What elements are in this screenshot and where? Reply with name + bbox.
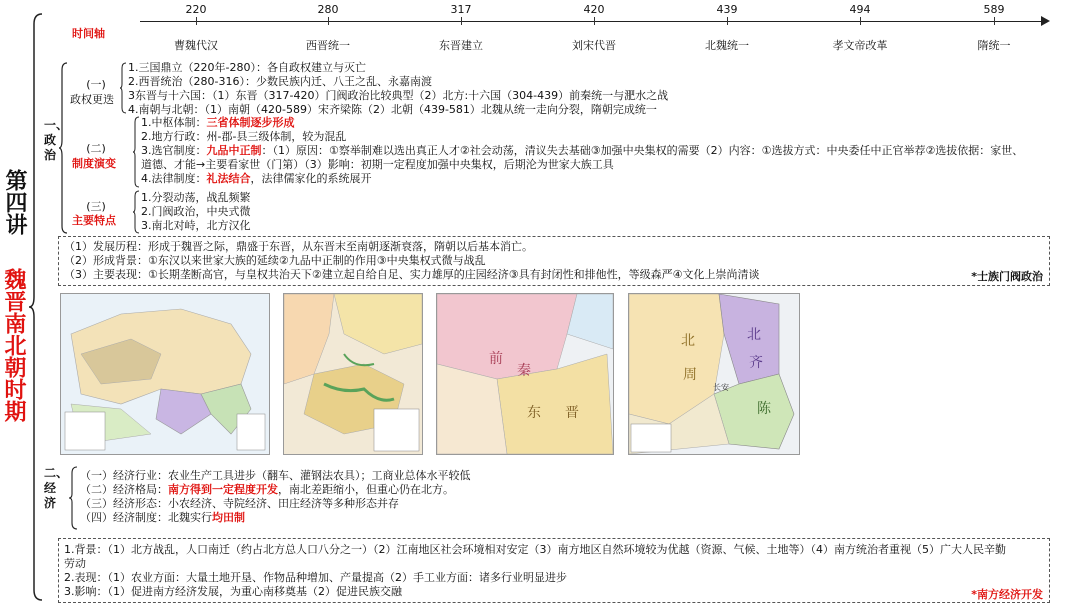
gentry-list [64, 240, 759, 282]
features-list [141, 191, 251, 233]
system-list [141, 116, 1023, 186]
features-label: 主要特点 [72, 214, 116, 227]
left-brace [28, 12, 44, 602]
timeline-year: 494 [849, 3, 871, 16]
south-line-1: 1.背景：（1）北方战乱，人口南迁（约占北方总人口八分之一）（2）江南地区社会环境相对安定（3）南方地区自然环境较为优越（资源、气候、土地等）（4）南方统治者重视（5）广大人民辛勤 [64, 543, 1006, 556]
map3-label-d: 晋 [565, 405, 579, 421]
regime-brace [119, 62, 127, 114]
timeline-tick [860, 17, 861, 25]
economy-l2-highlight: 南方得到一定程度开发 [168, 483, 278, 496]
map-former-qin-eastern-jin [436, 293, 614, 455]
timeline-label: 时间轴 [72, 27, 105, 40]
timeline-tick [461, 17, 462, 25]
system-num: (二) [86, 142, 106, 155]
timeline-event: 西晋统一 [306, 39, 350, 52]
timeline-year: 317 [450, 3, 472, 16]
map4-label-a: 北 [681, 333, 695, 349]
regime-list [128, 61, 668, 117]
south-tag: *南方经济开发 [971, 588, 1043, 601]
politics-heading: 一、政治 [44, 118, 69, 162]
timeline-year: 420 [583, 3, 605, 16]
regime-line-1: 1.三国鼎立（220年-280）：各自政权建立与灭亡 [128, 61, 366, 74]
gentry-tag: *士族门阀政治 [971, 270, 1043, 283]
timeline-event: 隋统一 [977, 39, 1011, 52]
system-label: 制度演变 [72, 157, 116, 170]
system-l3-label: 3.选官制度： [141, 144, 207, 157]
system-l1-label: 1.中枢体制： [141, 116, 207, 129]
regime-line-3: 3东晋与十六国：（1）东晋（317-420）门阀政治比较典型（2）北方:十六国（304-439）前秦统一与淝水之战 [128, 89, 669, 102]
system-l3-highlight: 九品中正制 [206, 144, 262, 157]
economy-list [80, 469, 471, 525]
map-three-kingdoms [60, 293, 270, 455]
system-line-2: 2.地方行政：州-郡-县三级体制，较为混乱 [141, 130, 347, 143]
regime-line-4: 4.南朝与北朝：（1）南朝（420-589）宋齐梁陈（2）北朝（439-581）北魏从统一走向分裂，隋朝完成统一 [128, 103, 657, 116]
timeline-tick [727, 17, 728, 25]
page-title: 魏晋南北朝时期 [1, 268, 26, 422]
timeline-year: 589 [983, 3, 1005, 16]
system-line-3 [141, 144, 1023, 158]
economy-l4-label: （四）经济制度：北魏实行 [80, 511, 212, 524]
regime-label: 政权更迭 [70, 93, 114, 106]
system-l4-text: ，法律儒家化的系统展开 [250, 172, 372, 185]
gentry-line-3: （3）主要表现：①长期垄断高官，与皇权共治天下②建立起自给自足、实力雄厚的庄园经济③具有封闭性和排他性，等级森严④文化上崇尚清谈 [64, 268, 760, 281]
system-line-3b: 道德、才能→主要看家世（门第）（3）影响：初期一定程度加强中央集权，后期沦为世家大族工具 [141, 158, 614, 171]
features-line-1: 1.分裂动荡，战乱频繁 [141, 191, 251, 204]
map4-label-e: 陈 [757, 401, 771, 417]
system-l1-highlight: 三省体制逐步形成 [206, 116, 295, 129]
timeline-tick [328, 17, 329, 25]
timeline-event: 北魏统一 [705, 39, 749, 52]
map4-label-f: 长安 [713, 383, 729, 392]
system-brace [132, 116, 140, 188]
gentry-line-1: （1）发展历程：形成于魏晋之际，鼎盛于东晋，从东晋末至南朝逐渐衰落，隋朝以后基本消亡。 [64, 240, 533, 253]
timeline-event: 曹魏代汉 [174, 39, 218, 52]
economy-l2-label: （二）经济格局： [80, 483, 168, 496]
gentry-line-2: （2）形成背景：①东汉以来世家大族的延续②九品中正制的作用③中央集权式微与战乱 [64, 254, 486, 267]
map3-label-c: 东 [527, 405, 541, 421]
system-l4-label: 4.法律制度： [141, 172, 207, 185]
south-line-4: 3.影响：（1）促进南方经济发展，为重心南移奠基（2）促进民族交融 [64, 585, 402, 598]
economy-l2-text: ，南北差距缩小，但重心仍在北方。 [278, 483, 454, 496]
economy-l4-highlight: 均田制 [212, 511, 245, 524]
south-line-2: 劳动 [64, 557, 86, 570]
gentry-box [58, 236, 1050, 286]
south-line-3: 2.表现：（1）农业方面：大量土地开垦、作物品种增加、产量提高（2）手工业方面：诸多行业明显进步 [64, 571, 567, 584]
timeline-arrow-icon [1041, 16, 1050, 26]
map4-label-d: 齐 [749, 355, 763, 371]
system-l3-text: ：（1）原因：①察举制难以选出真正人才②社会动荡，清议失去基础③加强中央集权的需要（2）内容：①选拔方式：中央委任中正官举荐②选拔依据：家世、 [261, 144, 1024, 157]
features-line-2: 2.门阀政治，中央式微 [141, 205, 251, 218]
timeline-event: 东晋建立 [439, 39, 483, 52]
system-l4-highlight: 礼法结合 [206, 172, 251, 185]
system-line-4 [141, 172, 1023, 186]
lecture-number: 第四讲 [2, 169, 27, 235]
system-line-1 [141, 116, 1023, 130]
timeline-tick [196, 17, 197, 25]
regime-line-2: 2.西晋统治（280-316）：少数民族内迁、八王之乱、永嘉南渡 [128, 75, 432, 88]
politics-brace [58, 62, 68, 234]
map-western-jin [283, 293, 423, 455]
timeline-year: 280 [317, 3, 339, 16]
economy-line-4 [80, 511, 471, 525]
timeline-tick [994, 17, 995, 25]
map4-label-b: 周 [683, 367, 697, 383]
economy-line-3: （三）经济形态：小农经济、寺院经济、田庄经济等多种形态并存 [80, 497, 399, 510]
economy-heading: 二、经济 [44, 466, 69, 510]
timeline-event: 孝文帝改革 [832, 39, 888, 52]
timeline-tick [594, 17, 595, 25]
features-num: (三) [86, 200, 106, 213]
economy-line-1: （一）经济行业：农业生产工具进步（翻车、灌钢法农具）；工商业总体水平较低 [80, 469, 471, 482]
timeline-year: 439 [716, 3, 738, 16]
timeline-event: 刘宋代晋 [572, 39, 616, 52]
features-line-3: 3.南北对峙，北方汉化 [141, 219, 251, 232]
economy-line-2 [80, 483, 471, 497]
map3-label-a: 前 [489, 351, 503, 367]
south-development-box [58, 538, 1050, 603]
timeline-axis [140, 21, 1045, 22]
south-list [64, 543, 1006, 599]
regime-num: (一) [86, 78, 106, 91]
map3-label-b: 秦 [517, 363, 531, 379]
economy-brace [68, 466, 78, 530]
features-brace [132, 190, 140, 234]
timeline-year: 220 [185, 3, 207, 16]
map4-label-c: 北 [747, 327, 761, 343]
map-northern-southern [628, 293, 800, 455]
